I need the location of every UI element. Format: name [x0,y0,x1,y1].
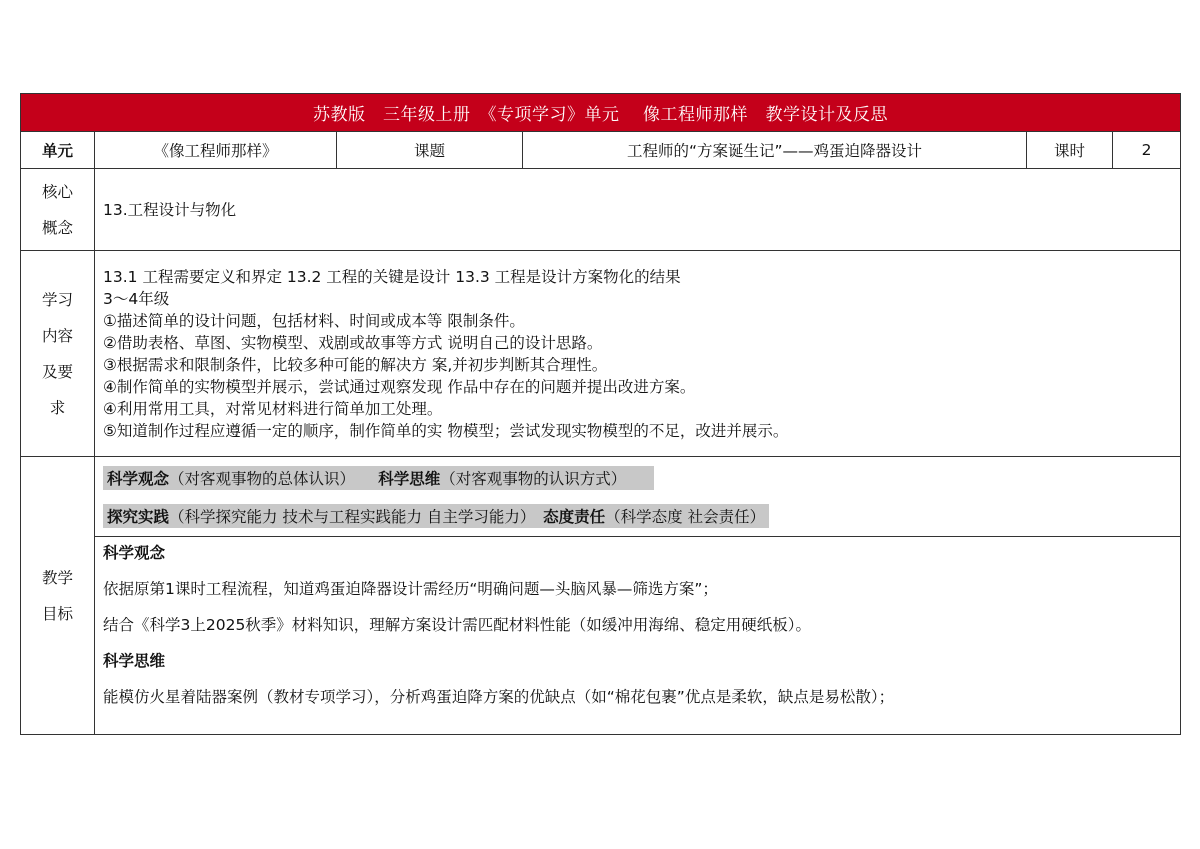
goal-tags-highlight-2 [103,504,769,528]
study-label-line-3: 及要 [41,362,73,381]
study-line: ⑤知道制作过程应遵循一定的顺序，制作简单的实 物模型；尝试发现实物模型的不足，改进并展示。 [103,421,789,440]
core-concept-value: 13.工程设计与物化 [95,169,1181,251]
topic-value: 工程师的“方案诞生记”——鸡蛋迫降器设计 [523,132,1027,169]
study-line: ③根据需求和限制条件，比较多种可能的解决方 案,并初步判断其合理性。 [103,355,608,374]
thinking-goal-1: 能模仿火星着陆器案例（教材专项学习），分析鸡蛋迫降方案的优缺点（如“棉花包裹”优点是柔软，缺点是易松散）； [103,688,895,706]
tag-scientific-thinking-desc: （对客观事物的认识方式） [440,469,619,488]
study-content-label [21,251,95,457]
tag-attitude-responsibility-desc: （科学态度 社会责任） [605,507,766,526]
unit-value: 《像工程师那样》 [95,132,337,169]
period-label: 课时 [1027,132,1113,169]
study-line: 3～4年级 [103,289,170,308]
study-line: ④利用常用工具，对常见材料进行简单加工处理。 [103,399,443,418]
thinking-heading: 科学思维 [103,652,166,670]
core-label-line-1: 核心 [41,182,73,201]
study-label-line-4: 求 [49,398,66,417]
goal-tags-row [21,457,1181,537]
period-value: 2 [1113,132,1181,169]
lesson-plan-page [20,93,1180,735]
core-concept-row [21,169,1181,251]
goals-label-line-2: 目标 [41,604,73,623]
goal-details-cell [95,537,1181,735]
study-content-row [21,251,1181,457]
study-label-line-2: 内容 [41,326,73,345]
title-row [21,94,1181,132]
info-row [21,132,1181,169]
study-content-body [95,251,1181,457]
teaching-goals-label [21,457,95,735]
study-line: ②借助表格、草图、实物模型、戏剧或故事等方式 说明自己的设计思路。 [103,333,603,352]
unit-label: 单元 [21,132,95,169]
topic-label: 课题 [337,132,523,169]
study-line: ④制作简单的实物模型并展示，尝试通过观察发现 作品中存在的问题并提出改进方案。 [103,377,696,396]
goal-tags-highlight-1 [103,466,654,490]
study-line: ①描述简单的设计问题，包括材料、时间或成本等 限制条件。 [103,311,525,330]
lesson-plan-table [20,93,1181,735]
concept-goal-1: 依据原第1课时工程流程，知道鸡蛋迫降器设计需经历“明确问题—头脑风暴—筛选方案”； [103,580,718,598]
goals-label-line-1: 教学 [41,568,73,587]
tag-inquiry-practice-desc: （科学探究能力 技术与工程实践能力 自主学习能力） [169,507,544,526]
tag-attitude-responsibility: 态度责任 [543,507,606,526]
concept-goal-2: 结合《科学3上2025秋季》材料知识，理解方案设计需匹配材料性能（如缓冲用海绵、稳定用硬纸板）。 [103,616,812,634]
document-title: 苏教版 三年级上册 《专项学习》单元 像工程师那样 教学设计及反思 [21,94,1181,132]
core-label-line-2: 概念 [41,218,73,237]
tag-scientific-thinking: 科学思维 [378,469,441,488]
goal-tags-cell [95,457,1181,537]
goal-details-row [21,537,1181,735]
tag-inquiry-practice: 探究实践 [107,507,170,526]
study-line: 13.1 工程需要定义和界定 13.2 工程的关键是设计 13.3 工程是设计方案物化的结果 [103,267,681,286]
tag-scientific-concept-desc: （对客观事物的总体认识） [169,469,379,488]
concept-heading: 科学观念 [103,544,166,562]
study-label-line-1: 学习 [41,290,73,309]
tag-scientific-concept: 科学观念 [107,469,170,488]
core-concept-label [21,169,95,251]
